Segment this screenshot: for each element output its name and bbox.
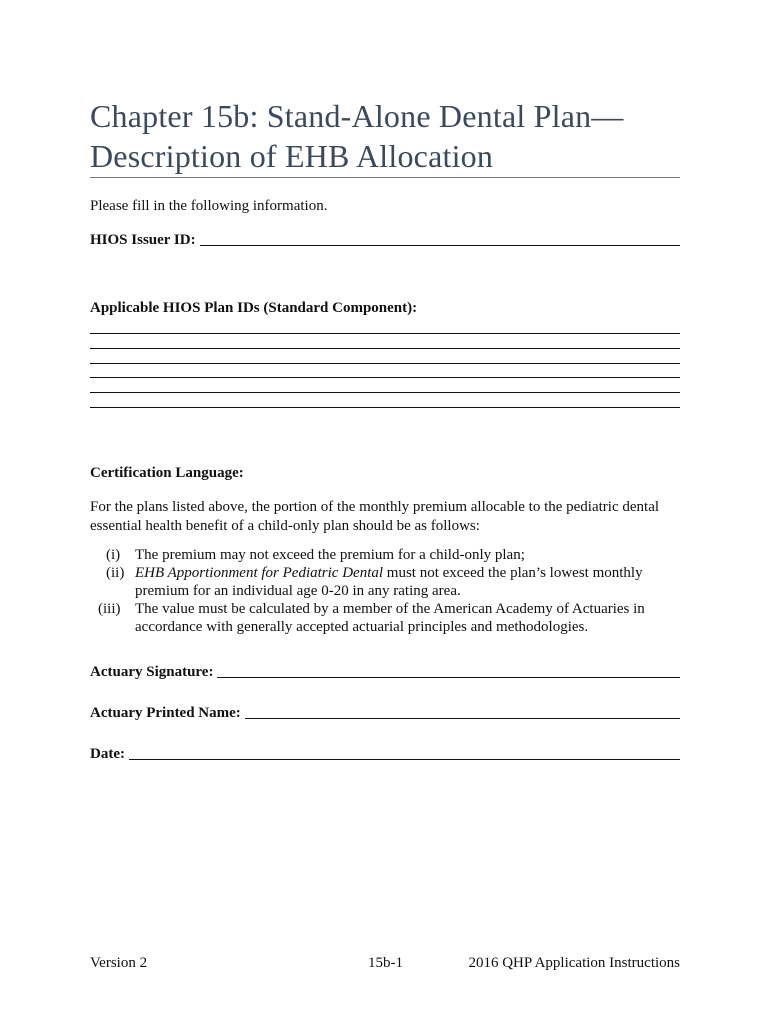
plan-id-line-1[interactable] (90, 333, 680, 334)
list-item (90, 546, 680, 564)
plan-id-line-4[interactable] (90, 377, 680, 378)
footer-document-name: 2016 QHP Application Instructions (468, 955, 680, 971)
plan-id-line-3[interactable] (90, 363, 680, 364)
plan-id-line-5[interactable] (90, 392, 680, 393)
plan-id-line-6[interactable] (90, 407, 680, 408)
date-input-line[interactable] (129, 759, 680, 760)
actuary-signature-label: Actuary Signature: (90, 664, 214, 680)
list-item-number: (ii) (106, 565, 125, 581)
list-item-number: (i) (106, 547, 121, 563)
actuary-signature-field[interactable] (90, 661, 680, 681)
list-item-rest: must not exceed the plan’s lowest monthly premium for an individual age 0-20 in any rating area. (135, 565, 643, 599)
list-item-text (135, 564, 680, 600)
list-item-italic-term: EHB Apportionment for Pediatric Dental (135, 565, 384, 581)
date-field[interactable] (90, 743, 680, 763)
actuary-name-input-line[interactable] (245, 718, 680, 719)
certification-paragraph: For the plans listed above, the portion of the monthly premium allocable to the pediatric dental essential health benefit of a child-only plan should be as follows: (90, 499, 660, 534)
hios-issuer-label: HIOS Issuer ID: (90, 232, 196, 248)
plan-ids-label: Applicable HIOS Plan IDs (Standard Component): (90, 300, 418, 316)
list-item (90, 564, 680, 600)
list-item-text: The value must be calculated by a member of the American Academy of Actuaries in accordance with generally accepted actuarial principles and methodologies. (135, 601, 645, 635)
certification-label: Certification Language: (90, 465, 244, 481)
date-label: Date: (90, 746, 125, 762)
footer-page-number: 15b-1 (368, 955, 403, 971)
list-item-text: The premium may not exceed the premium for a child-only plan; (135, 547, 525, 563)
actuary-signature-input-line[interactable] (217, 677, 680, 678)
list-item-number: (iii) (98, 601, 121, 617)
actuary-name-field[interactable] (90, 702, 680, 722)
title-line-2: Description of EHB Allocation (90, 138, 494, 174)
title-line-1: Chapter 15b: Stand-Alone Dental Plan— (90, 98, 624, 134)
hios-issuer-field[interactable] (90, 229, 680, 249)
list-item (90, 600, 680, 636)
footer-version: Version 2 (90, 955, 148, 971)
title-divider (90, 177, 680, 178)
actuary-name-label: Actuary Printed Name: (90, 705, 241, 721)
page-footer (90, 953, 680, 973)
page-title (90, 96, 680, 176)
certification-list (90, 546, 680, 636)
plan-id-line-2[interactable] (90, 348, 680, 349)
hios-issuer-input-line[interactable] (200, 245, 680, 246)
instruction-text: Please fill in the following information. (90, 198, 328, 214)
